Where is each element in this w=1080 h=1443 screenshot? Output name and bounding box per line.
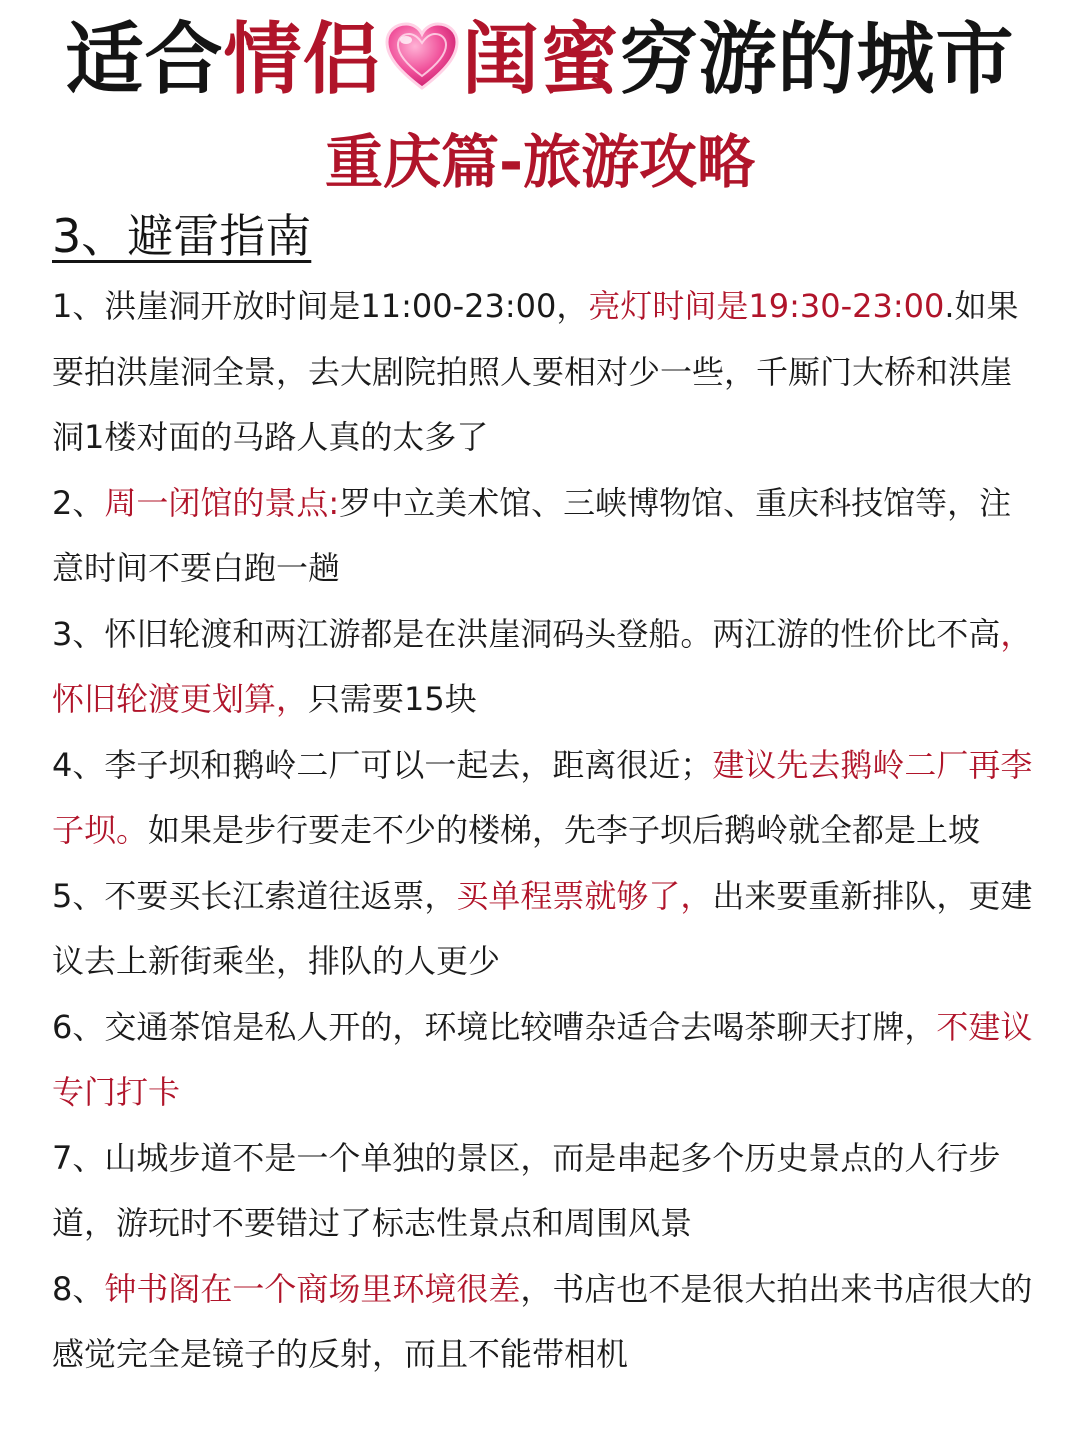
tip-item	[52, 1126, 1037, 1257]
tip-text: 出来要重新排队，更建议去上新街乘坐，排队的人更少	[52, 876, 1033, 980]
tip-highlight-text: ，怀旧轮渡更划算，	[52, 614, 1033, 718]
tip-text: 如果是步行要走不少的楼梯，先李子坝后鹅岭就全都是上坡	[148, 811, 981, 849]
tip-text: 罗中立美术馆、三峡博物馆、重庆科技馆等，注意时间不要白跑一趟	[52, 483, 1012, 587]
tip-item	[52, 602, 1037, 733]
tip-number: 8、	[52, 1269, 105, 1308]
tip-number: 6、	[52, 1007, 105, 1046]
pink-heart-icon	[384, 22, 460, 92]
title-part-3: 闺蜜	[461, 15, 620, 105]
tip-highlight-text: 买单程票就够了，	[456, 876, 713, 915]
tip-number: 5、	[52, 876, 105, 915]
tip-item	[52, 864, 1037, 995]
title-part-1: 适合	[65, 15, 224, 105]
tip-text: 只需要15块	[308, 680, 477, 718]
tip-number: 2、	[52, 483, 105, 522]
tip-text: 李子坝和鹅岭二厂可以一起去，距离很近；	[104, 745, 713, 784]
page-subtitle: 重庆篇-旅游攻略	[324, 128, 756, 196]
tip-text: .如果要拍洪崖洞全景，去大剧院拍照人要相对少一些，千厮门大桥和洪崖洞1楼对面的马路人真的太多了	[52, 287, 1019, 456]
tip-highlight-text: 周一闭馆的景点:	[104, 483, 340, 522]
tip-text: 山城步道不是一个单独的景区，而是串起多个历史景点的人行步道，游玩时不要错过了标志性景点和周围风景	[52, 1138, 1001, 1242]
tip-item	[52, 471, 1037, 602]
tip-highlight-text: 建议先去鹅岭二厂再李子坝。	[52, 745, 1033, 849]
tip-text: ，书店也不是很大拍出来书店很大的感觉完全是镜子的反射，而且不能带相机	[52, 1269, 1033, 1373]
tip-text: 洪崖洞开放时间是11:00-23:00，	[104, 287, 589, 325]
tip-item	[52, 1257, 1037, 1388]
tip-item	[52, 733, 1037, 864]
tip-text: 不要买长江索道往返票，	[104, 876, 457, 915]
page-title	[0, 12, 1080, 108]
tip-highlight-text: 不建议专门打卡	[52, 1007, 1033, 1111]
tip-item	[52, 274, 1037, 471]
tip-highlight-text: 亮灯时间是19:30-23:00	[588, 287, 945, 325]
tip-number: 3、	[52, 614, 105, 653]
section-heading: 3、避雷指南	[52, 209, 312, 263]
title-part-2: 情侣	[223, 15, 382, 105]
tip-highlight-text: 钟书阁在一个商场里环境很差	[104, 1269, 521, 1308]
tip-text: 交通茶馆是私人开的，环境比较嘈杂适合去喝茶聊天打牌，	[104, 1007, 937, 1046]
tip-item	[52, 995, 1037, 1126]
tip-number: 7、	[52, 1138, 105, 1177]
tip-text: 怀旧轮渡和两江游都是在洪崖洞码头登船。两江游的性价比不高	[104, 614, 1001, 653]
title-part-4: 穷游的城市	[619, 15, 1015, 105]
tip-number: 4、	[52, 745, 105, 784]
tips-list	[52, 274, 1037, 1388]
tip-number: 1、	[52, 287, 105, 325]
